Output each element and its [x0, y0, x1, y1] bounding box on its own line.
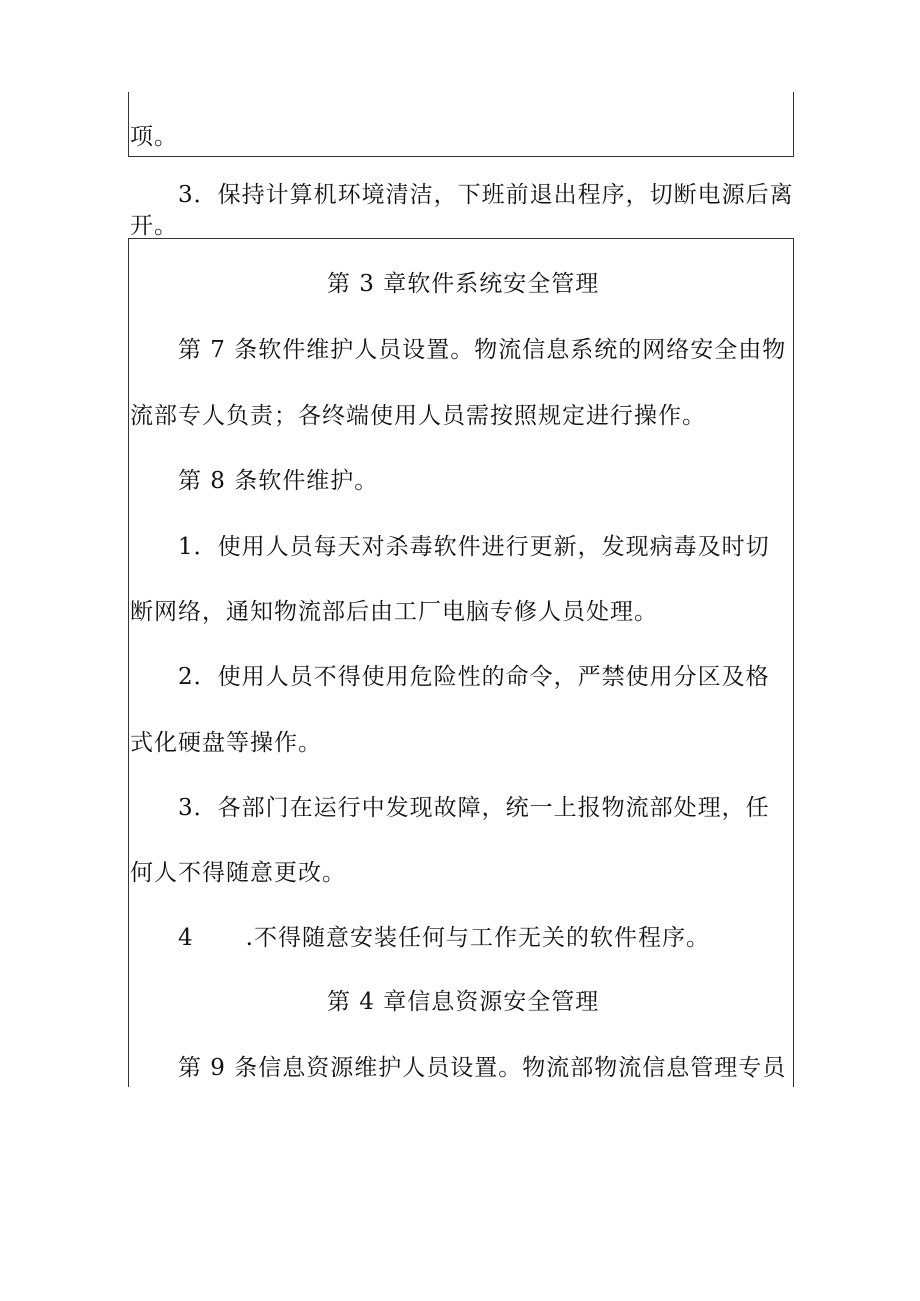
item2-line2: 式化硬盘等操作。	[130, 730, 322, 756]
item3-line1: 3．保持计算机环境清洁，下班前退出程序，切断电源后离	[178, 182, 794, 208]
article7-line2: 流部专人负责；各终端使用人员需按照规定进行操作。	[130, 403, 706, 429]
item3b-line2: 何人不得随意更改。	[130, 860, 346, 886]
chapter3-title: 第 3 章软件系统安全管理	[327, 271, 600, 297]
item1-line1: 1．使用人员每天对杀毒软件进行更新，发现病毒及时切	[178, 534, 770, 560]
item4-number: 4	[178, 925, 194, 951]
item4-text: .不得随意安装任何与工作无关的软件程序。	[245, 925, 710, 951]
table-cell-top	[128, 92, 794, 157]
article8-title: 第 8 条软件维护。	[178, 468, 379, 494]
item2-line1: 2．使用人员不得使用危险性的命令，严禁使用分区及格	[178, 664, 770, 690]
article9-line1: 第 9 条信息资源维护人员设置。物流部物流信息管理专员	[178, 1055, 787, 1081]
chapter4-title: 第 4 章信息资源安全管理	[327, 989, 600, 1015]
item4-line	[178, 923, 710, 953]
item3-line2: 开。	[130, 213, 178, 239]
item3b-line1: 3．各部门在运行中发现故障，统一上报物流部处理，任	[178, 795, 770, 821]
article7-line1: 第 7 条软件维护人员设置。物流信息系统的网络安全由物	[178, 337, 787, 363]
item1-line2: 断网络，通知物流部后由工厂电脑专修人员处理。	[130, 599, 658, 625]
top-box-tail-text: 项。	[130, 124, 178, 150]
